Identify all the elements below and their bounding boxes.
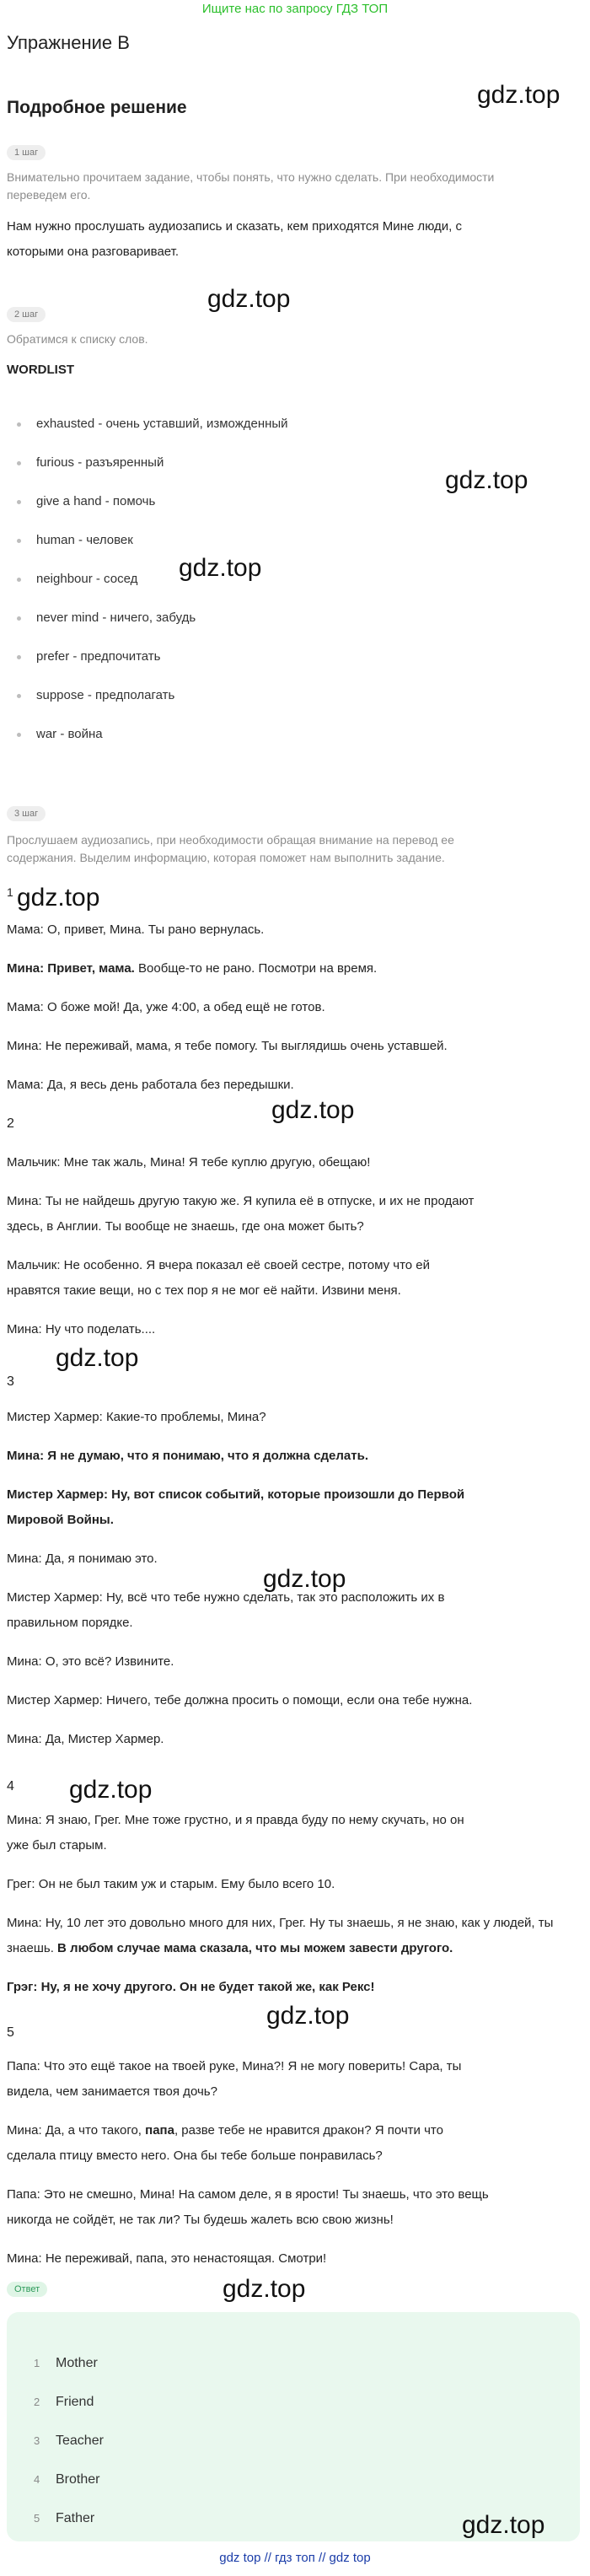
bullet-icon: [17, 461, 21, 465]
dialog-line: Папа: Что это ещё такое на твоей руке, Мина?! Я не могу поверить! Сара, ты: [7, 2059, 462, 2073]
dialog-line: Мина: Да, а что такого, папа, разве тебе не нравится дракон? Я почти что: [7, 2123, 443, 2138]
step-1-text: Нам нужно прослушать аудиозапись и сказать, кем приходятся Мине люди, с: [7, 219, 463, 234]
dialog-number: 5: [7, 2025, 14, 2040]
watermark: gdz.top: [179, 554, 262, 582]
dialog-line: правильном порядке.: [7, 1616, 133, 1630]
dialog-line: здесь, в Англии. Ты вообще не знаешь, где она может быть?: [7, 1219, 364, 1234]
watermark: gdz.top: [17, 884, 100, 912]
dialog-line: Мина: Не переживай, мама, я тебе помогу. Ты выглядишь очень уставшей.: [7, 1039, 448, 1053]
dialog-line: Мистер Хармер: Ничего, тебе должна просить о помощи, если она тебе нужна.: [7, 1693, 473, 1707]
watermark: gdz.top: [263, 1565, 346, 1593]
bullet-icon: [17, 616, 21, 621]
answer-item: 2 Friend: [34, 2395, 94, 2409]
watermark: gdz.top: [462, 2511, 545, 2539]
section-title: Подробное решение: [7, 98, 187, 117]
dialog-line: Мальчик: Мне так жаль, Мина! Я тебе куплю другую, обещаю!: [7, 1155, 371, 1170]
wordlist-item: neighbour - сосед: [17, 572, 137, 586]
wordlist-item: never mind - ничего, забудь: [17, 610, 196, 625]
wordlist-item: suppose - предполагать: [17, 688, 174, 702]
wordlist-item: exhausted - очень уставший, изможденный: [17, 417, 288, 431]
wordlist-item: furious - разъяренный: [17, 455, 164, 470]
dialog-line: уже был старым.: [7, 1838, 107, 1853]
wordlist-item: human - человек: [17, 533, 133, 547]
dialog-line: Мама: Да, я весь день работала без передышки.: [7, 1078, 294, 1092]
step-1-hint-cont: переведем его.: [7, 188, 91, 202]
dialog-line: Мистер Хармер: Ну, всё что тебе нужно сделать, так это расположить их в: [7, 1590, 445, 1605]
dialog-line: Мина: Да, я понимаю это.: [7, 1552, 158, 1566]
watermark: gdz.top: [445, 466, 528, 494]
dialog-line: Мина: Ну что поделать....: [7, 1322, 156, 1336]
answer-item: 1 Mother: [34, 2356, 98, 2370]
watermark: gdz.top: [477, 81, 560, 109]
watermark: gdz.top: [266, 2002, 350, 2030]
dialog-number: 2: [7, 1116, 14, 1131]
step-1-badge: 1 шаг: [7, 145, 46, 160]
step-2-hint: Обратимся к списку слов.: [7, 332, 148, 346]
wordlist-item: give a hand - помочь: [17, 494, 155, 508]
step-3-hint-cont: содержания. Выделим информацию, которая поможет нам выполнить задание.: [7, 851, 445, 864]
dialog-line: Мина: Я знаю, Грег. Мне тоже грустно, и я правда буду по нему скучать, но он: [7, 1813, 464, 1827]
bullet-icon: [17, 500, 21, 504]
watermark: gdz.top: [207, 285, 291, 313]
dialog-line: нравятся такие вещи, но с тех пор я не мог её найти. Извини меня.: [7, 1283, 401, 1298]
watermark: gdz.top: [223, 2275, 306, 2303]
dialog-line: Грег: Он не был таким уж и старым. Ему было всего 10.: [7, 1877, 335, 1891]
wordlist-title: WORDLIST: [7, 363, 74, 377]
top-search-link[interactable]: Ищите нас по запросу ГДЗ ТОП: [201, 2, 389, 16]
dialog-line: Мама: О боже мой! Да, уже 4:00, а обед ещё не готов.: [7, 1000, 325, 1014]
answer-item: 5 Father: [34, 2511, 95, 2525]
dialog-line: Мама: О, привет, Мина. Ты рано вернулась.: [7, 922, 265, 937]
step-3-badge: 3 шаг: [7, 806, 46, 821]
dialog-line: Мина: О, это всё? Извините.: [7, 1654, 174, 1669]
wordlist-item: prefer - предпочитать: [17, 649, 160, 664]
dialog-line: Мина: Не переживай, папа, это ненастоящая. Смотри!: [7, 2251, 327, 2266]
dialog-number: 4: [7, 1779, 14, 1794]
bullet-icon: [17, 422, 21, 427]
watermark: gdz.top: [69, 1776, 153, 1804]
bullet-icon: [17, 578, 21, 582]
step-2-badge: 2 шаг: [7, 307, 46, 322]
dialog-line: знаешь. В любом случае мама сказала, что мы можем завести другого.: [7, 1941, 453, 1955]
dialog-line: сделала птицу вместо него. Она бы тебе больше понравилась?: [7, 2148, 383, 2163]
step-3-hint: Прослушаем аудиозапись, при необходимости обращая внимание на перевод ее: [7, 833, 454, 847]
dialog-number: 1: [7, 885, 13, 899]
dialog-line: Мина: Да, Мистер Хармер.: [7, 1732, 164, 1746]
dialog-line: Папа: Это не смешно, Мина! На самом деле, я в ярости! Ты знаешь, что это вещь: [7, 2187, 489, 2202]
step-1-hint: Внимательно прочитаем задание, чтобы понять, что нужно сделать. При необходимости: [7, 170, 495, 184]
dialog-number: 3: [7, 1374, 14, 1389]
answer-item: 3 Teacher: [34, 2433, 104, 2448]
wordlist-item: war - война: [17, 727, 103, 741]
bullet-icon: [17, 733, 21, 737]
answer-box: [7, 2312, 580, 2541]
watermark: gdz.top: [271, 1096, 355, 1124]
dialog-line: Мальчик: Не особенно. Я вчера показал её своей сестре, потому что ей: [7, 1258, 431, 1272]
dialog-line: Мина: Я не думаю, что я понимаю, что я должна сделать.: [7, 1449, 368, 1463]
dialog-line: Мистер Хармер: Ну, вот список событий, которые произошли до Первой: [7, 1487, 465, 1502]
dialog-line: Мина: Ты не найдешь другую такую же. Я купила её в отпуске, и их не продают: [7, 1194, 475, 1208]
dialog-line: Мировой Войны.: [7, 1513, 114, 1527]
dialog-line: Мистер Хармер: Какие-то проблемы, Мина?: [7, 1410, 266, 1424]
bullet-icon: [17, 694, 21, 698]
answer-item: 4 Brother: [34, 2472, 100, 2487]
bullet-icon: [17, 539, 21, 543]
page-title: Упражнение B: [7, 32, 130, 53]
dialog-line: Мина: Привет, мама. Вообще-то не рано. Посмотри на время.: [7, 961, 378, 976]
dialog-line: видела, чем занимается твоя дочь?: [7, 2084, 217, 2099]
footer-links[interactable]: gdz top // гдз топ // gdz top: [219, 2551, 371, 2565]
answer-badge: Ответ: [7, 2282, 47, 2297]
step-1-text-cont: которыми она разговаривает.: [7, 245, 180, 259]
dialog-line: никогда не сойдёт, не так ли? Ты будешь жалеть всю свою жизнь!: [7, 2213, 394, 2227]
dialog-line: Мина: Ну, 10 лет это довольно много для них, Грег. Ну ты знаешь, я не знаю, как у людей, ты: [7, 1916, 554, 1930]
watermark: gdz.top: [56, 1344, 139, 1372]
dialog-line: Грэг: Ну, я не хочу другого. Он не будет такой же, как Рекс!: [7, 1980, 375, 1994]
bullet-icon: [17, 655, 21, 659]
